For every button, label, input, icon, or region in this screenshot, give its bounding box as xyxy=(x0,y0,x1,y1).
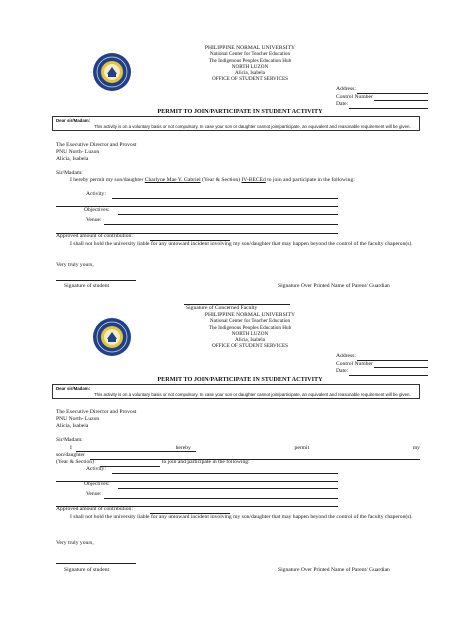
year-section-value[interactable]: IV-BECEd xyxy=(241,177,266,183)
activity-label: Activity: xyxy=(86,466,106,472)
salutation: Sir/Madam: xyxy=(56,437,83,443)
header-line-office: OFFICE OF STUDENT SERVICES xyxy=(211,76,288,83)
venue-label: Venue: xyxy=(86,217,102,223)
form1-meta-fields xyxy=(336,86,428,109)
student-signature-line[interactable] xyxy=(56,280,136,281)
header-line-location: Alicia, Isabela xyxy=(235,337,265,344)
header-line-campus: NORTH LUZON xyxy=(231,330,269,337)
addressee-line-1: The Executive Director and Provost xyxy=(56,409,137,415)
faculty-signature-label: Signature of Concerned Faculty xyxy=(186,305,258,311)
addressee-line-3: Alicia, Isabela xyxy=(56,156,89,162)
liability-text: I shall not hold the university liable for any untoward incident involving my son/daughter that may happen beyond the control of the faculty chaperon(s). xyxy=(70,241,413,247)
permit-paragraph xyxy=(56,177,422,184)
addressee-line-2: PNU North- Luzon xyxy=(56,416,100,422)
parent-signature-label: Signature Over Printed Name of Parent/ Guardian xyxy=(278,283,390,289)
student-name-field-cont[interactable] xyxy=(90,459,420,460)
date-label: Date: xyxy=(336,368,349,375)
approved-amount-label: Approved amount of contribution: xyxy=(56,506,133,512)
activity-field[interactable] xyxy=(112,198,338,199)
address-field[interactable] xyxy=(357,354,428,361)
notice-text: This activity is on a voluntary basis or not compulsory. In case your son or daughter cannot join/participate, an equivalent and reasonable requirement will be given. xyxy=(94,123,411,129)
student-name-field[interactable] xyxy=(76,451,196,452)
university-header-top xyxy=(150,45,350,83)
form2-title: PERMIT TO JOIN/PARTICIPATE IN STUDENT ACTIVITY xyxy=(157,376,323,383)
student-signature-label: Signature of student xyxy=(64,567,110,573)
control-number-label: Control Number xyxy=(336,93,373,100)
address-field[interactable] xyxy=(357,87,428,94)
venue-label: Venue: xyxy=(86,491,102,497)
header-line-center: National Center for Teacher Education xyxy=(209,51,291,58)
objectives-field[interactable] xyxy=(118,214,338,215)
university-seal-logo-bottom xyxy=(92,317,132,357)
objectives-field[interactable] xyxy=(118,488,338,489)
header-line-hub: The Indigenous Peoples Education Hub xyxy=(208,324,292,331)
address-label: Address: xyxy=(336,86,356,92)
addressee-line-2: PNU North- Luzon xyxy=(56,149,100,155)
notice-label: Dear sir/Madam: xyxy=(56,386,91,391)
year-section-field[interactable] xyxy=(100,466,160,467)
university-seal-logo-top xyxy=(92,52,132,92)
date-field[interactable] xyxy=(349,369,428,376)
permit-suffix: to join and participate in the following: xyxy=(162,459,250,465)
control-number-field[interactable] xyxy=(374,94,428,101)
notice-label: Dear sir/Madam: xyxy=(56,118,91,123)
objectives-label: Objectives: xyxy=(84,207,110,213)
word-i: I xyxy=(70,445,72,451)
venue-field[interactable] xyxy=(104,224,338,225)
control-number-field[interactable] xyxy=(374,361,428,368)
addressee-line-1: The Executive Director and Provost xyxy=(56,142,137,148)
parent-signature-label: Signature Over Printed Name of Parent/ Guardian xyxy=(278,567,390,573)
date-label: Date: xyxy=(336,101,349,108)
year-section-label: (Year & Section) xyxy=(202,177,241,183)
approved-amount-label: Approved amount of contribution: xyxy=(56,233,133,239)
form2-notice-box xyxy=(52,384,420,399)
header-line-campus: NORTH LUZON xyxy=(231,63,269,70)
header-line-university: PHILIPPINE NORMAL UNIVERSITY xyxy=(204,312,296,318)
activity-field[interactable] xyxy=(112,473,338,474)
header-line-location: Alicia, Isabela xyxy=(235,70,265,77)
header-line-hub: The Indigenous Peoples Education Hub xyxy=(208,57,292,64)
closing: Very truly yours, xyxy=(56,540,94,546)
permit-prefix: I hereby permit my son/daughter xyxy=(70,177,144,183)
university-header-bottom xyxy=(150,312,350,350)
header-line-university: PHILIPPINE NORMAL UNIVERSITY xyxy=(204,45,296,51)
address-label: Address: xyxy=(336,353,356,359)
student-name-value[interactable]: Charlyne Mae Y. Gabriel xyxy=(144,177,201,183)
form1-title: PERMIT TO JOIN/PARTICIPATE IN STUDENT ACTIVITY xyxy=(157,108,323,115)
form2-meta-fields xyxy=(336,353,428,376)
control-number-label: Control Number xyxy=(336,360,373,367)
year-section-label: (Year & Section) xyxy=(56,459,94,465)
word-hereby: hereby xyxy=(175,445,191,451)
salutation: Sir/Madam: xyxy=(56,170,83,176)
closing: Very truly yours, xyxy=(56,262,94,268)
addressee-line-3: Alicia, Isabela xyxy=(56,423,89,429)
header-line-office: OFFICE OF STUDENT SERVICES xyxy=(211,343,288,350)
notice-text: This activity is on a voluntary basis or not compulsory. In case your son or daughter cannot join/participate, an equivalent and reasonable requirement will be given. xyxy=(94,391,411,397)
objectives-label: Objectives: xyxy=(84,481,110,487)
permit-suffix: to join and participate in the following: xyxy=(267,177,355,183)
header-line-center: National Center for Teacher Education xyxy=(209,318,291,325)
liability-text: I shall not hold the university liable for any untoward incident involving my son/daughter that may happen beyond the control of the faculty chaperon(s). xyxy=(70,514,413,520)
venue-field[interactable] xyxy=(104,498,338,499)
student-signature-line[interactable] xyxy=(56,563,136,564)
form1-notice-box xyxy=(52,116,420,131)
son-daughter-label: son/daughter xyxy=(56,452,85,458)
activity-label: Activity: xyxy=(86,191,106,197)
student-signature-label: Signature of student xyxy=(64,283,110,289)
word-permit: permit xyxy=(294,445,310,451)
word-my: my xyxy=(412,445,420,451)
